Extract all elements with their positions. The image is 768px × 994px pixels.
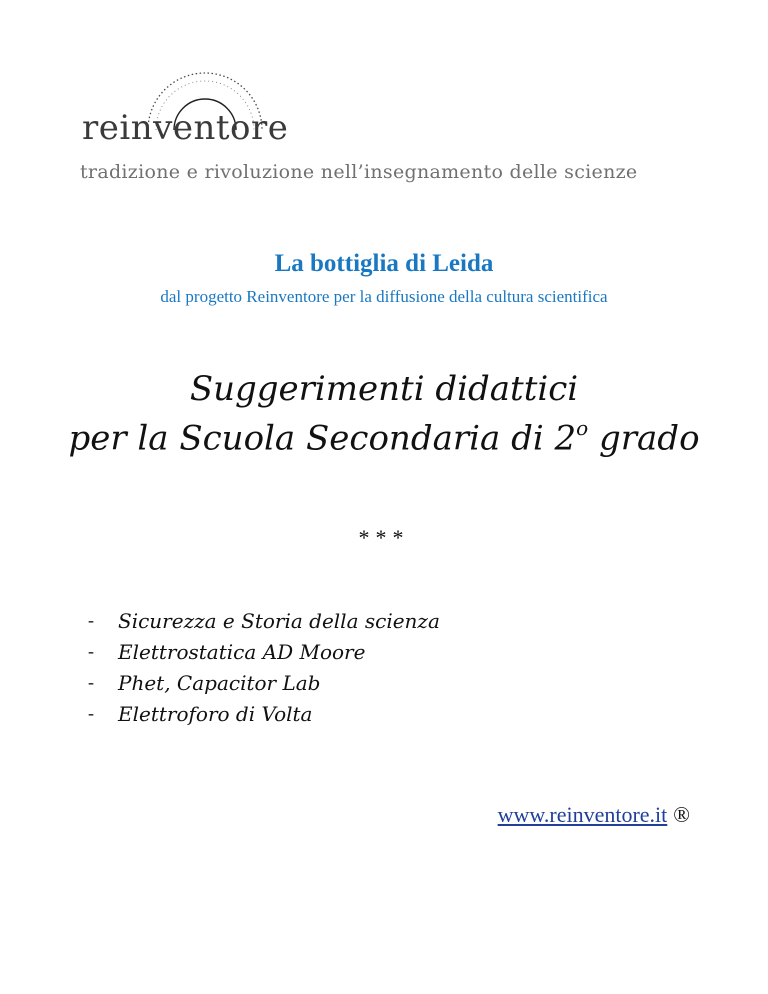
heading-line-2 bbox=[0, 416, 768, 459]
list-bullet: - bbox=[88, 672, 94, 692]
brand-name: reinventore bbox=[82, 108, 289, 148]
list-bullet: - bbox=[88, 641, 94, 661]
list-bullet: - bbox=[88, 703, 94, 723]
topic-label: Elettrostatica AD Moore bbox=[118, 639, 366, 664]
document-title: La bottiglia di Leida bbox=[274, 250, 494, 277]
heading-line-2-prefix: per la Scuola Secondaria di 2 bbox=[68, 418, 577, 459]
topic-label: Phet, Capacitor Lab bbox=[118, 670, 321, 695]
heading-superscript: o bbox=[576, 416, 589, 440]
topic-label: Elettroforo di Volta bbox=[118, 701, 313, 726]
footer bbox=[498, 804, 690, 826]
topic-item bbox=[88, 667, 588, 698]
registered-mark: ® bbox=[673, 802, 690, 827]
website-link[interactable]: www.reinventore.it bbox=[497, 802, 668, 827]
topic-item bbox=[88, 698, 588, 729]
document-subtitle: dal progetto Reinventore per la diffusione della cultura scientifica bbox=[160, 287, 608, 306]
heading-line-2-suffix: grado bbox=[588, 418, 700, 459]
heading-line-1: Suggerimenti didattici bbox=[189, 369, 579, 409]
topic-item bbox=[88, 636, 588, 667]
list-bullet: - bbox=[88, 610, 94, 630]
topic-list bbox=[88, 605, 588, 729]
section-separator: *** bbox=[358, 525, 410, 550]
topic-label: Sicurezza e Storia della scienza bbox=[118, 608, 440, 633]
topic-item bbox=[88, 605, 588, 636]
brand-tagline: tradizione e rivoluzione nell’insegnamento delle scienze bbox=[80, 161, 638, 183]
